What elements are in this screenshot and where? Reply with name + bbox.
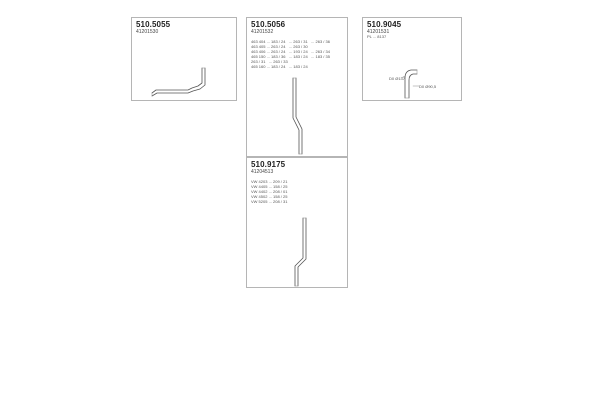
part-number: 510.5056 bbox=[251, 20, 286, 29]
reference-number: 41204513 bbox=[251, 169, 274, 175]
part-number: 510.9175 bbox=[251, 160, 286, 169]
reference-number: 41201531 bbox=[367, 29, 390, 35]
reference-number: 41201530 bbox=[136, 29, 159, 35]
product-card-510-5055[interactable] bbox=[131, 17, 237, 101]
exhaust-pipe-drawing bbox=[247, 158, 349, 289]
application-line: 463 405 ... 263 / 24 ... 263 / 30 bbox=[251, 44, 308, 49]
diameter-callout: D0 Ø90,5 bbox=[419, 84, 437, 89]
reference-number: 41201532 bbox=[251, 29, 274, 35]
application-line: 465 150 ... 183 / 36 ... 183 / 24 ... 183 / 35 bbox=[251, 54, 330, 59]
product-card-510-5056[interactable] bbox=[246, 17, 348, 157]
product-card-510-9175[interactable] bbox=[246, 157, 348, 288]
part-number: 510.9045 bbox=[367, 20, 402, 29]
application-line: VW 4502 ... 158 / 25 bbox=[251, 194, 288, 199]
exhaust-elbow-drawing bbox=[363, 18, 463, 102]
diameter-callout: D0 Ø137 bbox=[389, 76, 406, 81]
product-card-510-9045[interactable] bbox=[362, 17, 462, 101]
exhaust-pipe-drawing bbox=[132, 18, 238, 102]
application-line: 465 160 ... 183 / 24 ... 183 / 24 bbox=[251, 64, 308, 69]
application-line: VW 4203 ... 209 / 21 bbox=[251, 179, 288, 184]
application-line: VW 4405 ... 158 / 25 bbox=[251, 184, 288, 189]
application-line: 263 / 31 ... 263 / 33 bbox=[251, 59, 288, 64]
application-line: PL ... 8137 bbox=[367, 34, 387, 39]
part-number: 510.5055 bbox=[136, 20, 171, 29]
application-line: 463 404 ... 183 / 24 ... 263 / 31 ... 263 / 36 bbox=[251, 39, 330, 44]
application-line: 463 406 ... 263 / 24 ... 193 / 24 ... 263 / 34 bbox=[251, 49, 330, 54]
application-line: VW 5205 ... 208 / 31 bbox=[251, 199, 288, 204]
exhaust-pipe-drawing bbox=[247, 18, 349, 158]
application-line: VW 4402 ... 208 / 01 bbox=[251, 189, 288, 194]
